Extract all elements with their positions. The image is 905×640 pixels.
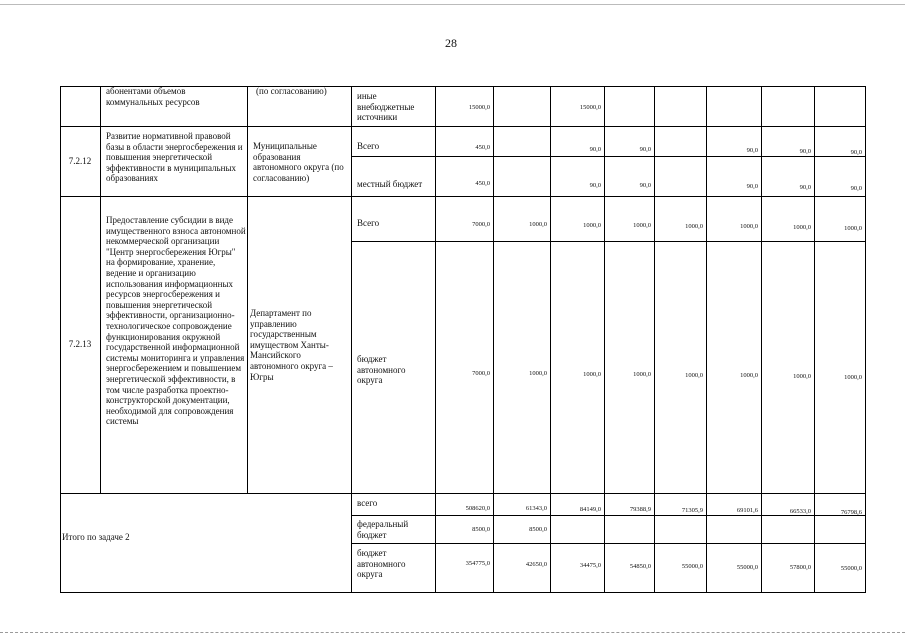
value-cell: 71305,9 [681, 507, 703, 514]
row-number: 7.2.12 [68, 156, 92, 166]
column-separator [761, 86, 762, 593]
value-cell: 1000,0 [583, 222, 601, 229]
measure-description: Развитие нормативной правовой базы в области энергосбережения и повышения энергетической эффективности в муниципальных образованиях [106, 131, 243, 184]
measure-description: абонентами объемов коммунальных ресурсов [106, 86, 200, 107]
value-cell: 8500,0 [472, 526, 490, 533]
value-cell: 90,0 [746, 183, 758, 190]
column-separator [654, 86, 655, 593]
funding-source: бюджет автономного округа [357, 354, 406, 386]
column-separator [247, 86, 248, 493]
executor-name: Муниципальные образования автономного округа (по согласованию) [253, 141, 344, 183]
value-cell: 1000,0 [740, 223, 758, 230]
value-cell: 8500,0 [529, 526, 547, 533]
value-cell: 90,0 [639, 146, 651, 153]
funding-source: местный бюджет [357, 179, 423, 189]
value-cell: 69101,6 [736, 507, 758, 514]
row-separator [351, 241, 866, 242]
value-cell: 1000,0 [685, 372, 703, 379]
funding-source: всего [357, 498, 378, 508]
value-cell: 354775,0 [465, 560, 490, 567]
value-cell: 450,0 [475, 144, 490, 151]
value-cell: 90,0 [589, 146, 601, 153]
row-number: 7.2.13 [68, 339, 92, 349]
value-cell: 1000,0 [740, 372, 758, 379]
row-separator [60, 196, 866, 197]
program-table [60, 86, 866, 593]
value-cell: 1000,0 [529, 370, 547, 377]
value-cell: 42650,0 [525, 561, 547, 568]
row-separator [351, 543, 866, 544]
value-cell: 450,0 [475, 180, 490, 187]
value-cell: 1000,0 [529, 221, 547, 228]
value-cell: 57800,0 [789, 564, 811, 571]
page-number: 28 [445, 36, 457, 50]
funding-source: бюджет автономного округа [357, 548, 406, 580]
value-cell: 54850,0 [629, 563, 651, 570]
value-cell: 1000,0 [793, 224, 811, 231]
funding-source: Всего [357, 218, 380, 228]
value-cell: 90,0 [799, 148, 811, 155]
value-cell: 55000,0 [681, 563, 703, 570]
value-cell: 76798,6 [840, 509, 862, 516]
scan-edge-top [0, 4, 905, 5]
value-cell: 1000,0 [583, 371, 601, 378]
funding-source: Всего [357, 141, 380, 151]
value-cell: 7000,0 [472, 221, 490, 228]
column-separator [435, 86, 436, 593]
value-cell: 508620,0 [465, 505, 490, 512]
value-cell: 61343,0 [525, 505, 547, 512]
value-cell: 90,0 [799, 184, 811, 191]
column-separator [351, 86, 352, 593]
value-cell: 1000,0 [844, 374, 862, 381]
value-cell: 90,0 [639, 182, 651, 189]
column-separator [814, 86, 815, 593]
value-cell: 66533,0 [789, 508, 811, 515]
value-cell: 90,0 [850, 149, 862, 156]
value-cell: 55000,0 [840, 565, 862, 572]
table-border-bottom [60, 592, 866, 593]
value-cell: 84149,0 [579, 506, 601, 513]
value-cell: 15000,0 [579, 104, 601, 111]
table-border-right [865, 86, 866, 593]
measure-description: Предоставление субсидии в виде имущественного взноса автономной некоммерческой организации "Центр энергосбережения Югры" на формирование, хранение, ведение и организацию использования информационных ресурсов энергосбережения и повышения энергетической эффективности, организационно-технологическое сопровождение функционирования окружной государственной информационной системы мониторинга и управления энергосбережением и повышением энергетической эффективности, в том числе разработка проектно-конструкторской документации, необходимой для сопровождения системы [106, 215, 246, 427]
value-cell: 79388,9 [629, 506, 651, 513]
value-cell: 1000,0 [844, 225, 862, 232]
value-cell: 1000,0 [793, 373, 811, 380]
funding-source: федеральный бюджет [357, 519, 409, 540]
executor-name: (по согласованию) [256, 86, 327, 96]
scan-edge-bottom [0, 632, 905, 633]
value-cell: 34475,0 [579, 562, 601, 569]
column-separator [493, 86, 494, 593]
value-cell: 1000,0 [685, 223, 703, 230]
total-label: Итого по задаче 2 [62, 532, 130, 542]
column-separator [604, 86, 605, 593]
row-separator [60, 126, 866, 127]
row-separator [60, 493, 866, 494]
value-cell: 1000,0 [633, 222, 651, 229]
value-cell: 15000,0 [468, 104, 490, 111]
column-separator [706, 86, 707, 593]
column-separator [100, 86, 101, 493]
value-cell: 55000,0 [736, 564, 758, 571]
value-cell: 90,0 [746, 147, 758, 154]
value-cell: 90,0 [850, 185, 862, 192]
row-separator [351, 156, 866, 157]
value-cell: 1000,0 [633, 371, 651, 378]
value-cell: 7000,0 [472, 370, 490, 377]
funding-source: иные внебюджетные источники [357, 91, 415, 123]
executor-name: Департамент по управлению государственным имуществом Ханты-Мансийского автономного округа – Югры [250, 308, 333, 382]
value-cell: 90,0 [589, 182, 601, 189]
column-separator [550, 86, 551, 593]
